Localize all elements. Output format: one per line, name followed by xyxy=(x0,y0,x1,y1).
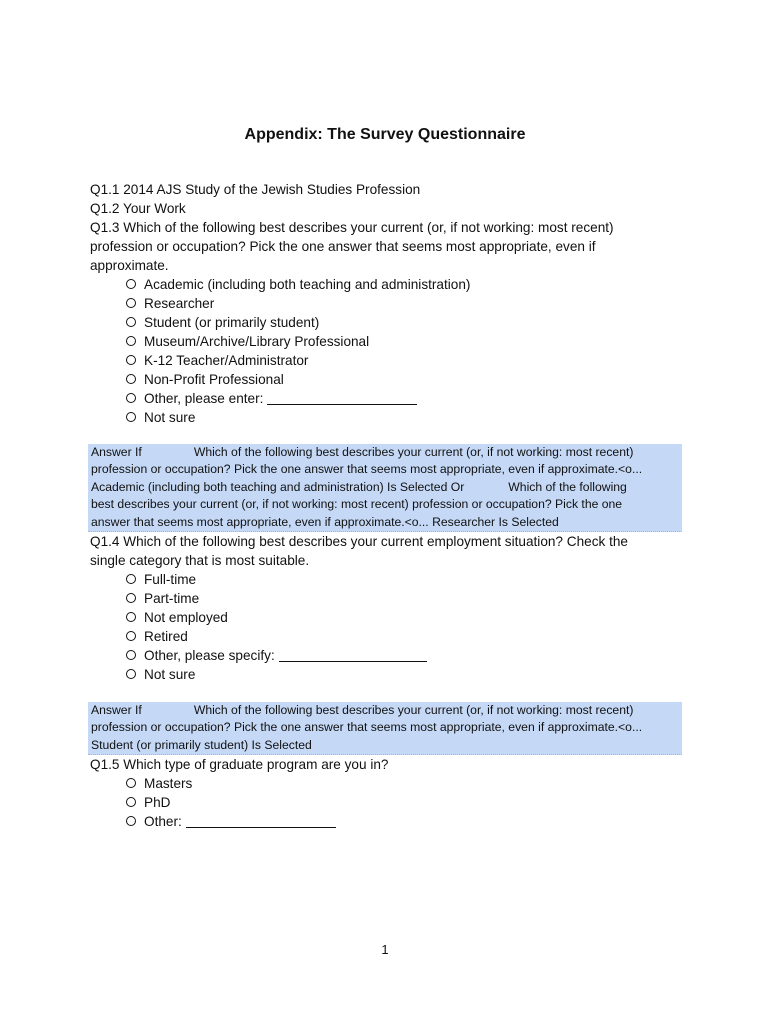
radio-circle-icon[interactable] xyxy=(126,650,136,660)
radio-circle-icon[interactable] xyxy=(126,574,136,584)
question-q1-4-line-1: Q1.4 Which of the following best describes your current employment situation? Check the xyxy=(90,534,628,549)
radio-circle-icon[interactable] xyxy=(126,317,136,327)
display-logic-box xyxy=(88,444,682,532)
option-full-time[interactable] xyxy=(126,570,196,589)
question-q1-3-line-2: profession or occupation? Pick the one answer that seems most appropriate, even if xyxy=(90,239,596,254)
radio-circle-icon[interactable] xyxy=(126,336,136,346)
option-label: Other: xyxy=(144,814,182,829)
question-q1-3-line-3: approximate. xyxy=(90,258,169,273)
option-label: Retired xyxy=(144,629,188,644)
logic-line: Academic (including both teaching and administration) Is Selected Or xyxy=(91,479,465,494)
option-label: Student (or primarily student) xyxy=(144,315,320,330)
logic-line: profession or occupation? Pick the one answer that seems most appropriate, even if approximate.<o... xyxy=(91,462,643,477)
option-other-program[interactable] xyxy=(126,812,336,831)
option-other[interactable] xyxy=(126,389,417,408)
option-label: PhD xyxy=(144,795,171,810)
option-label: Non-Profit Professional xyxy=(144,372,284,387)
radio-circle-icon[interactable] xyxy=(126,816,136,826)
radio-circle-icon[interactable] xyxy=(126,778,136,788)
logic-line: answer that seems most appropriate, even if approximate.<o... Researcher Is Selected xyxy=(91,514,559,529)
option-label: Academic (including both teaching and administration) xyxy=(144,277,471,292)
logic-line: Student (or primarily student) Is Selected xyxy=(91,737,312,752)
option-nonprofit[interactable] xyxy=(126,370,284,389)
question-q1-3-line-1: Q1.3 Which of the following best describes your current (or, if not working: most recent) xyxy=(90,220,614,235)
option-retired[interactable] xyxy=(126,627,188,646)
logic-prefix: Answer If xyxy=(91,703,142,717)
logic-line: Which of the following best describes your current (or, if not working: most recent) xyxy=(193,703,634,717)
page-title: Appendix: The Survey Questionnaire xyxy=(244,126,526,143)
option-not-sure[interactable] xyxy=(126,408,195,427)
option-student[interactable] xyxy=(126,313,319,332)
option-not-sure[interactable] xyxy=(126,665,195,684)
radio-circle-icon[interactable] xyxy=(126,797,136,807)
option-museum[interactable] xyxy=(126,332,369,351)
option-label: Full-time xyxy=(144,572,197,587)
question-q1-2: Q1.2 Your Work xyxy=(90,201,186,216)
option-label: Other, please enter: xyxy=(144,391,264,406)
display-logic-box xyxy=(88,702,682,755)
other-text-blank[interactable] xyxy=(267,391,417,405)
option-k12[interactable] xyxy=(126,351,308,370)
page-number: 1 xyxy=(381,942,389,957)
option-label: Part-time xyxy=(144,591,200,606)
logic-line: best describes your current (or, if not working: most recent) profession or occupation? Pick the one xyxy=(91,497,623,512)
logic-line: Which of the following xyxy=(508,479,627,494)
radio-circle-icon[interactable] xyxy=(126,631,136,641)
option-label: Not sure xyxy=(144,667,196,682)
option-label: Not sure xyxy=(144,410,196,425)
question-q1-1: Q1.1 2014 AJS Study of the Jewish Studies Profession xyxy=(90,182,421,197)
option-label: Masters xyxy=(144,776,193,791)
option-academic[interactable] xyxy=(126,275,470,294)
option-label: K-12 Teacher/Administrator xyxy=(144,353,309,368)
other-text-blank[interactable] xyxy=(186,814,336,828)
radio-circle-icon[interactable] xyxy=(126,412,136,422)
radio-circle-icon[interactable] xyxy=(126,298,136,308)
option-label: Museum/Archive/Library Professional xyxy=(144,334,370,349)
radio-circle-icon[interactable] xyxy=(126,612,136,622)
option-label: Researcher xyxy=(144,296,215,311)
logic-line: Which of the following best describes your current (or, if not working: most recent) xyxy=(193,445,634,459)
other-text-blank[interactable] xyxy=(279,648,427,662)
option-not-employed[interactable] xyxy=(126,608,228,627)
radio-circle-icon[interactable] xyxy=(126,593,136,603)
logic-line: profession or occupation? Pick the one answer that seems most appropriate, even if approximate.<o... xyxy=(91,720,643,735)
option-other-specify[interactable] xyxy=(126,646,427,665)
radio-circle-icon[interactable] xyxy=(126,279,136,289)
option-researcher[interactable] xyxy=(126,294,214,313)
option-part-time[interactable] xyxy=(126,589,199,608)
radio-circle-icon[interactable] xyxy=(126,374,136,384)
radio-circle-icon[interactable] xyxy=(126,669,136,679)
option-masters[interactable] xyxy=(126,774,192,793)
option-label: Other, please specify: xyxy=(144,648,275,663)
question-q1-5: Q1.5 Which type of graduate program are you in? xyxy=(90,757,389,772)
option-phd[interactable] xyxy=(126,793,170,812)
radio-circle-icon[interactable] xyxy=(126,355,136,365)
logic-prefix: Answer If xyxy=(91,445,142,459)
radio-circle-icon[interactable] xyxy=(126,393,136,403)
option-label: Not employed xyxy=(144,610,228,625)
question-q1-4-line-2: single category that is most suitable. xyxy=(90,553,310,568)
